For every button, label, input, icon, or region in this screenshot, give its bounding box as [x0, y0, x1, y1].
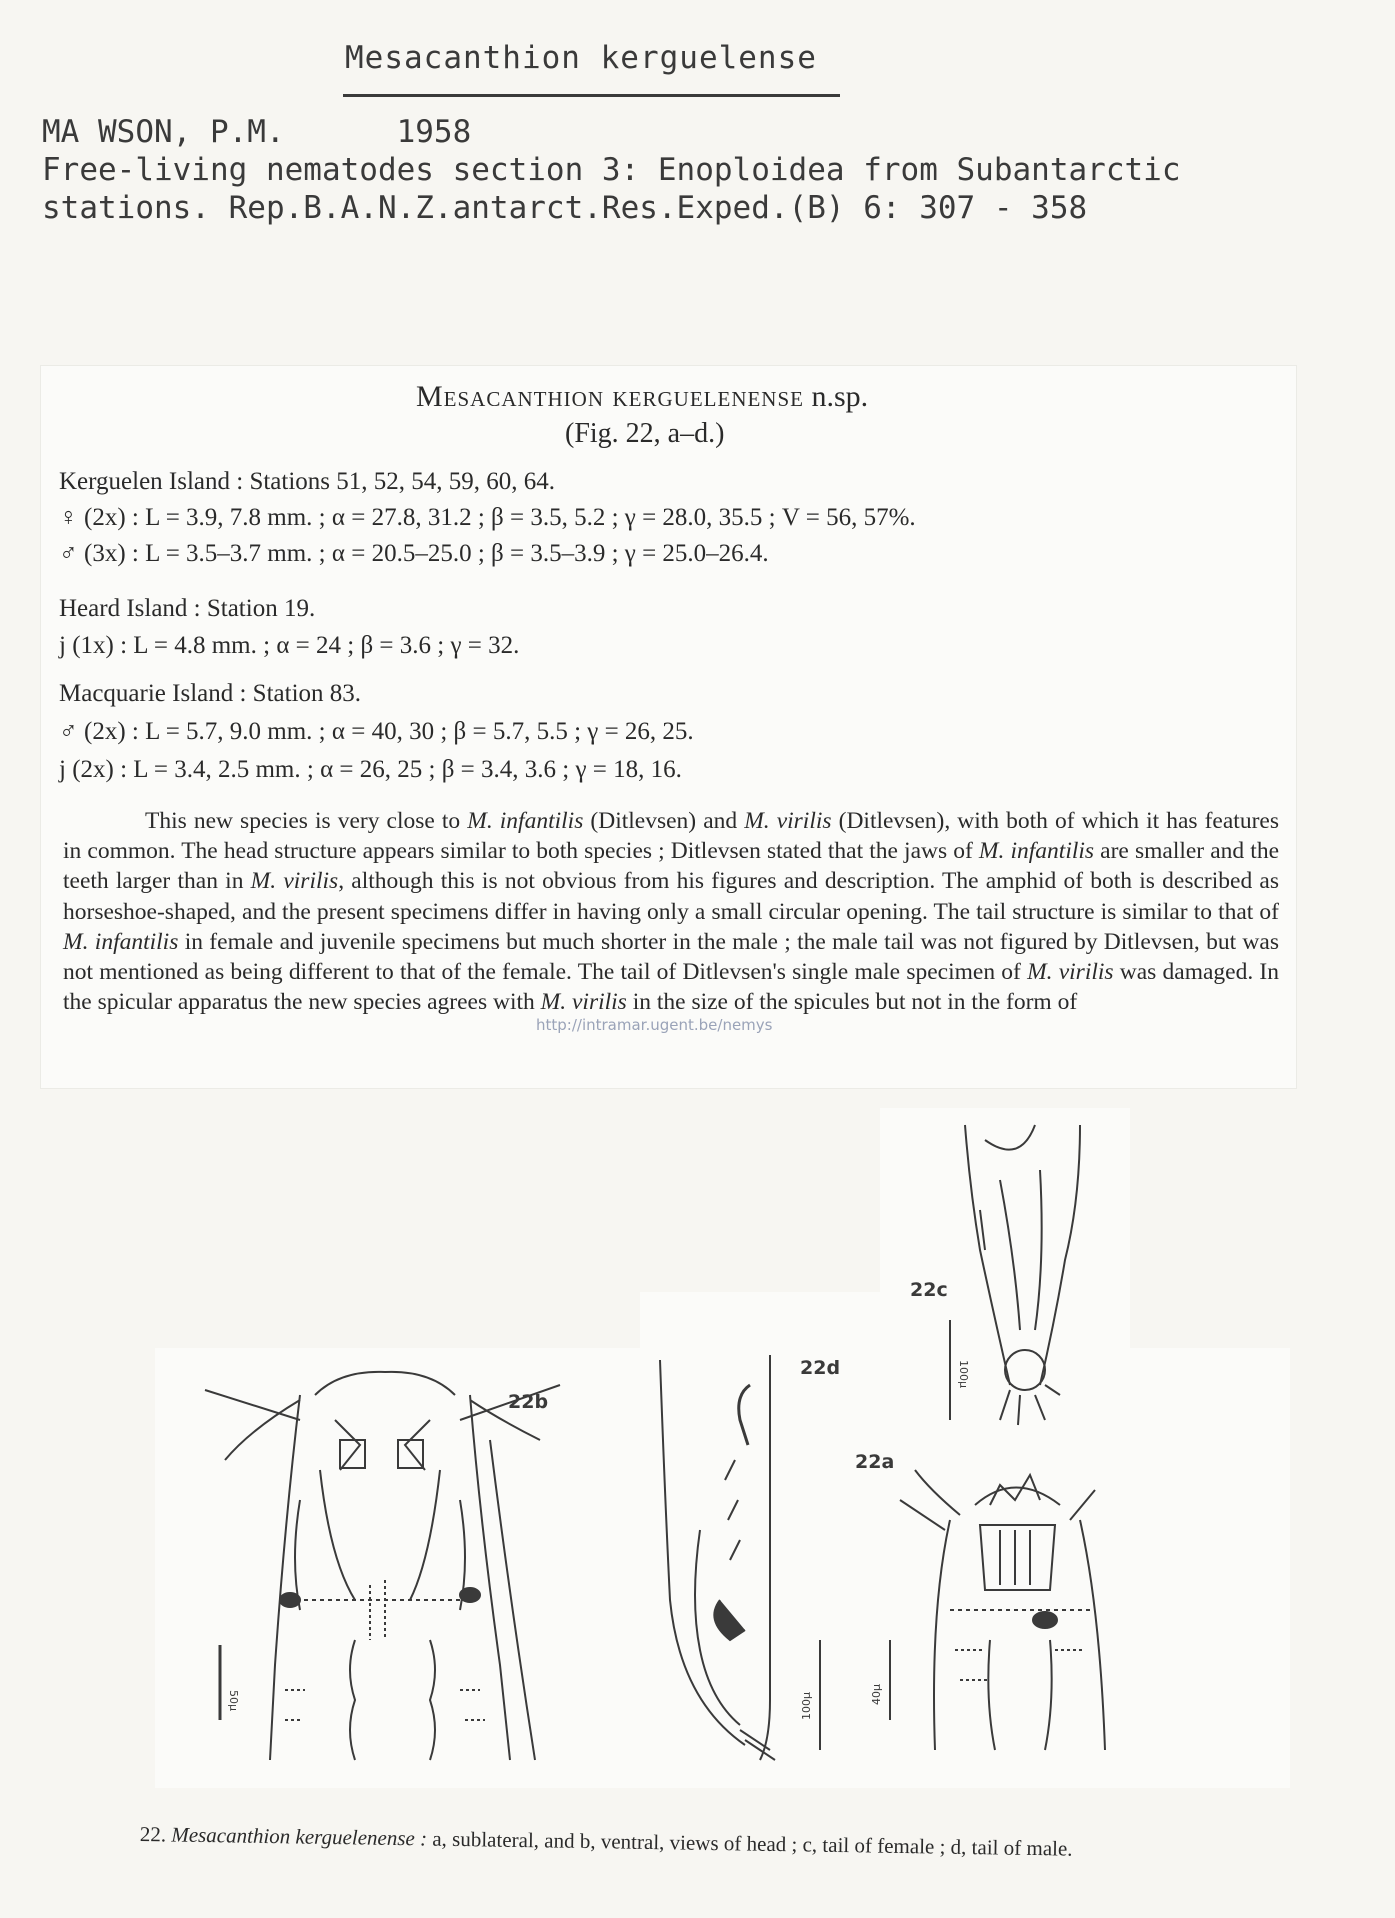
measurements-female-kerguelen: ♀ (2x) : L = 3.9, 7.8 mm. ; α = 27.8, 31.2 ; β = 3.5, 5.2 ; γ = 28.0, 35.5 ; V = 56, 57%. [59, 504, 916, 531]
species-name: Mesacanthion kerguelenense [416, 380, 804, 413]
reference-title: Free-living nematodes section 3: Enoploidea from Subantarctic [42, 152, 1181, 188]
measurements-juvenile-macquarie: j (2x) : L = 3.4, 2.5 mm. ; α = 26, 25 ; β = 3.4, 3.6 ; γ = 18, 16. [59, 756, 682, 783]
locality-heard: Heard Island : Station 19. [59, 595, 316, 622]
locality-macquarie: Macquarie Island : Station 83. [59, 680, 362, 707]
scale-22b: 50µ [227, 1690, 240, 1711]
drawing-22d-male-tail [660, 1355, 820, 1760]
measurements-juvenile-heard: j (1x) : L = 4.8 mm. ; α = 24 ; β = 3.6 ; γ = 32. [59, 632, 520, 659]
watermark-url: http://intramar.ugent.be/nemys [536, 1016, 773, 1034]
description-paragraph: This new species is very close to M. infantilis (Ditlevsen) and M. virilis (Ditlevsen), with both of which it has features in common. The head structure appears similar to both species ; Ditlevsen stated that the jaws of M. infantilis are smaller and the teeth larger than in M. virilis, although this is not obvious from his figures and description. The amphid of both is described as horseshoe-shaped, and the present specimens differ in having only a small circular opening. The tail structure is similar to that of M. infantilis in female and juvenile specimens but much shorter in the male ; the male tail was not figured by Ditlevsen, but was not mentioned as being different to that of the female. The tail of Ditlevsen's single male specimen of M. virilis was damaged. In the spicular apparatus the new species agrees with M. virilis in the size of the spicules but not in the form of [63, 808, 1279, 1016]
species-suffix: n.sp. [811, 380, 869, 413]
measurements-male-kerguelen: ♂ (3x) : L = 3.5–3.7 mm. ; α = 20.5–25.0 ; β = 3.5–3.9 ; γ = 25.0–26.4. [59, 540, 769, 567]
measurements-male-macquarie: ♂ (2x) : L = 5.7, 9.0 mm. ; α = 40, 30 ; β = 5.7, 5.5 ; γ = 26, 25. [59, 718, 694, 745]
label-22a: 22a [855, 1451, 895, 1473]
reference-author-year: MA WSON, P.M. 1958 [42, 114, 472, 150]
scale-22a: 40µ [870, 1684, 883, 1705]
locality-kerguelen: Kerguelen Island : Stations 51, 52, 54, 59, 60, 64. [59, 468, 556, 495]
drawing-22b-head-ventral [205, 1372, 560, 1760]
drawing-22a-head-sublateral [870, 1470, 1105, 1750]
scale-22d: 100µ [800, 1692, 813, 1720]
label-22c: 22c [910, 1279, 948, 1301]
label-22b: 22b [508, 1391, 549, 1413]
figure-caption: 22. Mesacanthion kerguelenense : a, sublateral, and b, ventral, views of head ; c, tail of female ; d, tail of male. [139, 1822, 1073, 1861]
scale-22c: 100µ [957, 1360, 970, 1388]
reference-journal: stations. Rep.B.A.N.Z.antarct.Res.Exped.(B) 6: 307 - 358 [42, 190, 1088, 226]
drawing-22c-female-tail [950, 1125, 1080, 1425]
label-22d: 22d [800, 1357, 841, 1379]
figure-reference: (Fig. 22, a–d.) [565, 418, 725, 449]
card-title: Mesacanthion kerguelense [345, 40, 817, 76]
